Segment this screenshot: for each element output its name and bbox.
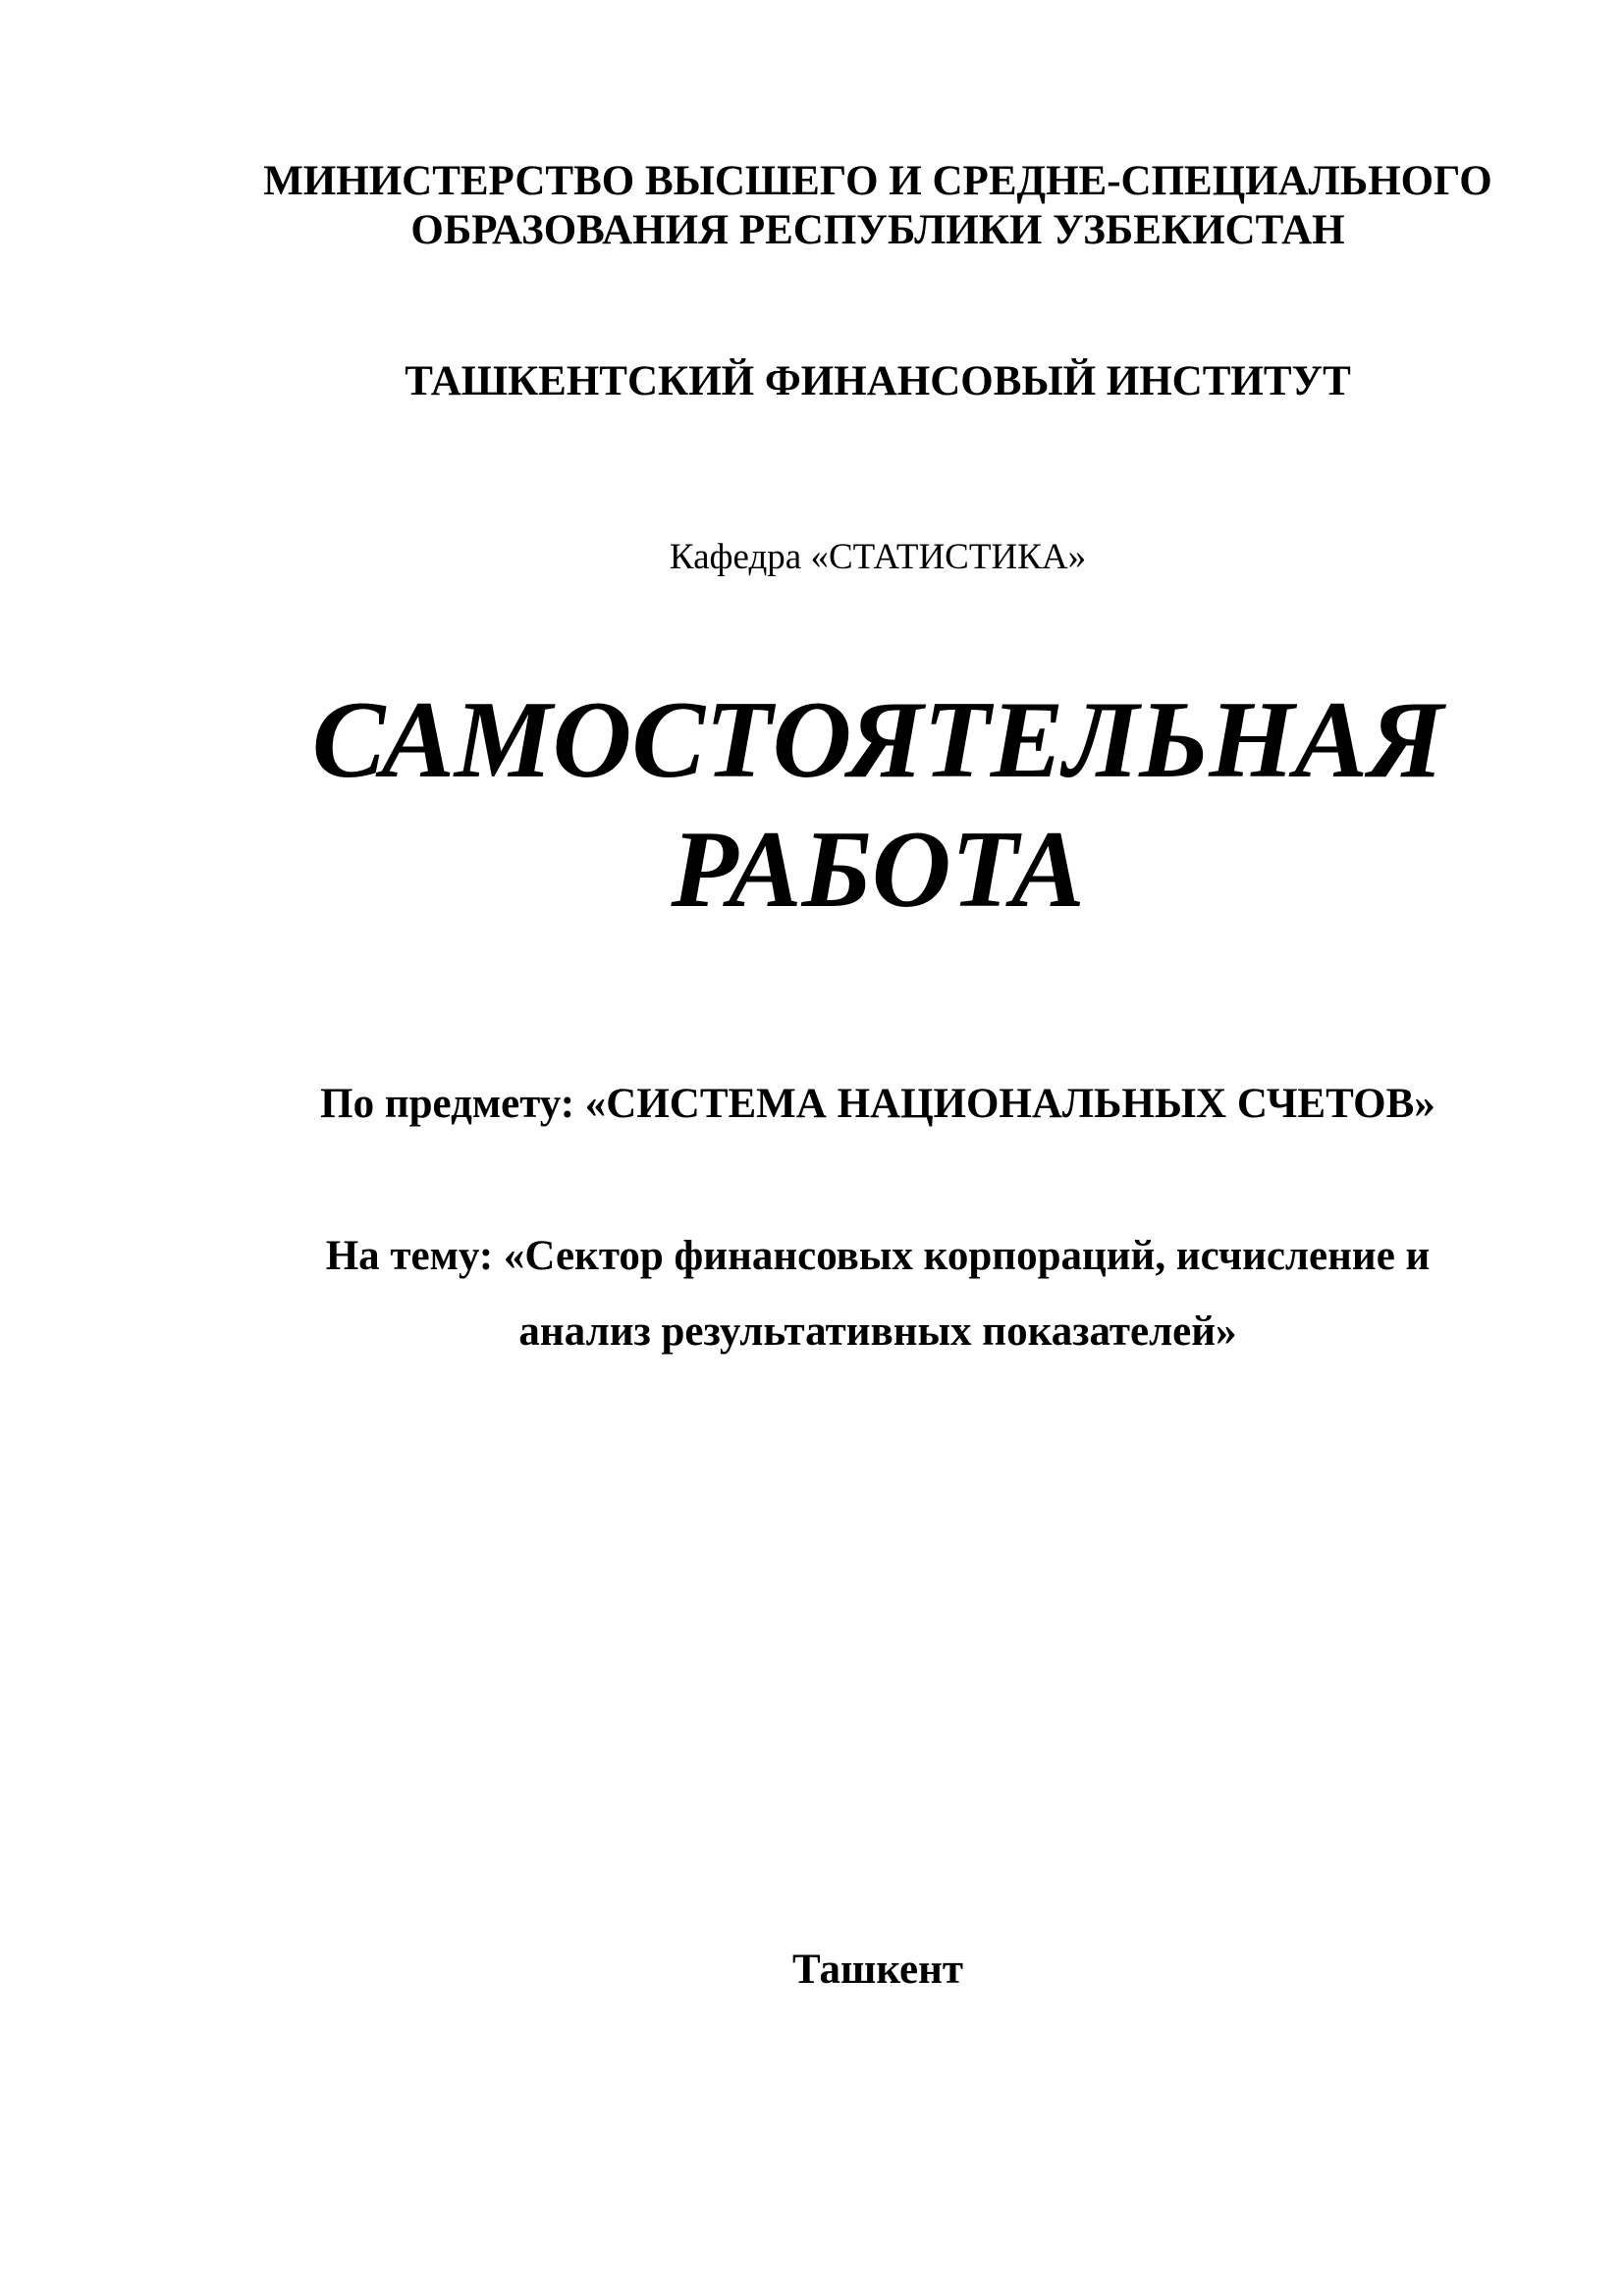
ministry-name-line-1: МИНИСТЕРСТВО ВЫСШЕГО И СРЕДНЕ-СПЕЦИАЛЬНОГО [263, 158, 1492, 204]
topic-line-1: На тему: «Сектор финансовых корпораций, исчисление и [325, 1233, 1431, 1279]
institute-name: ТАШКЕНТСКИЙ ФИНАНСОВЫЙ ИНСТИТУТ [405, 358, 1351, 404]
work-title-line-1: САМОСТОЯТЕЛЬНАЯ [311, 679, 1444, 801]
ministry-name-line-2: ОБРАЗОВАНИЯ РЕСПУБЛИКИ УЗБЕКИСТАН [410, 207, 1345, 253]
work-title-line-2: РАБОТА [671, 809, 1085, 931]
city-name: Ташкент [791, 1947, 964, 1993]
department-name: Кафедра «СТАТИСТИКА» [669, 537, 1087, 577]
subject-line: По предмету: «СИСТЕМА НАЦИОНАЛЬНЫХ СЧЕТОВ» [320, 1081, 1435, 1127]
topic-line-2: анализ результативных показателей» [518, 1308, 1237, 1355]
